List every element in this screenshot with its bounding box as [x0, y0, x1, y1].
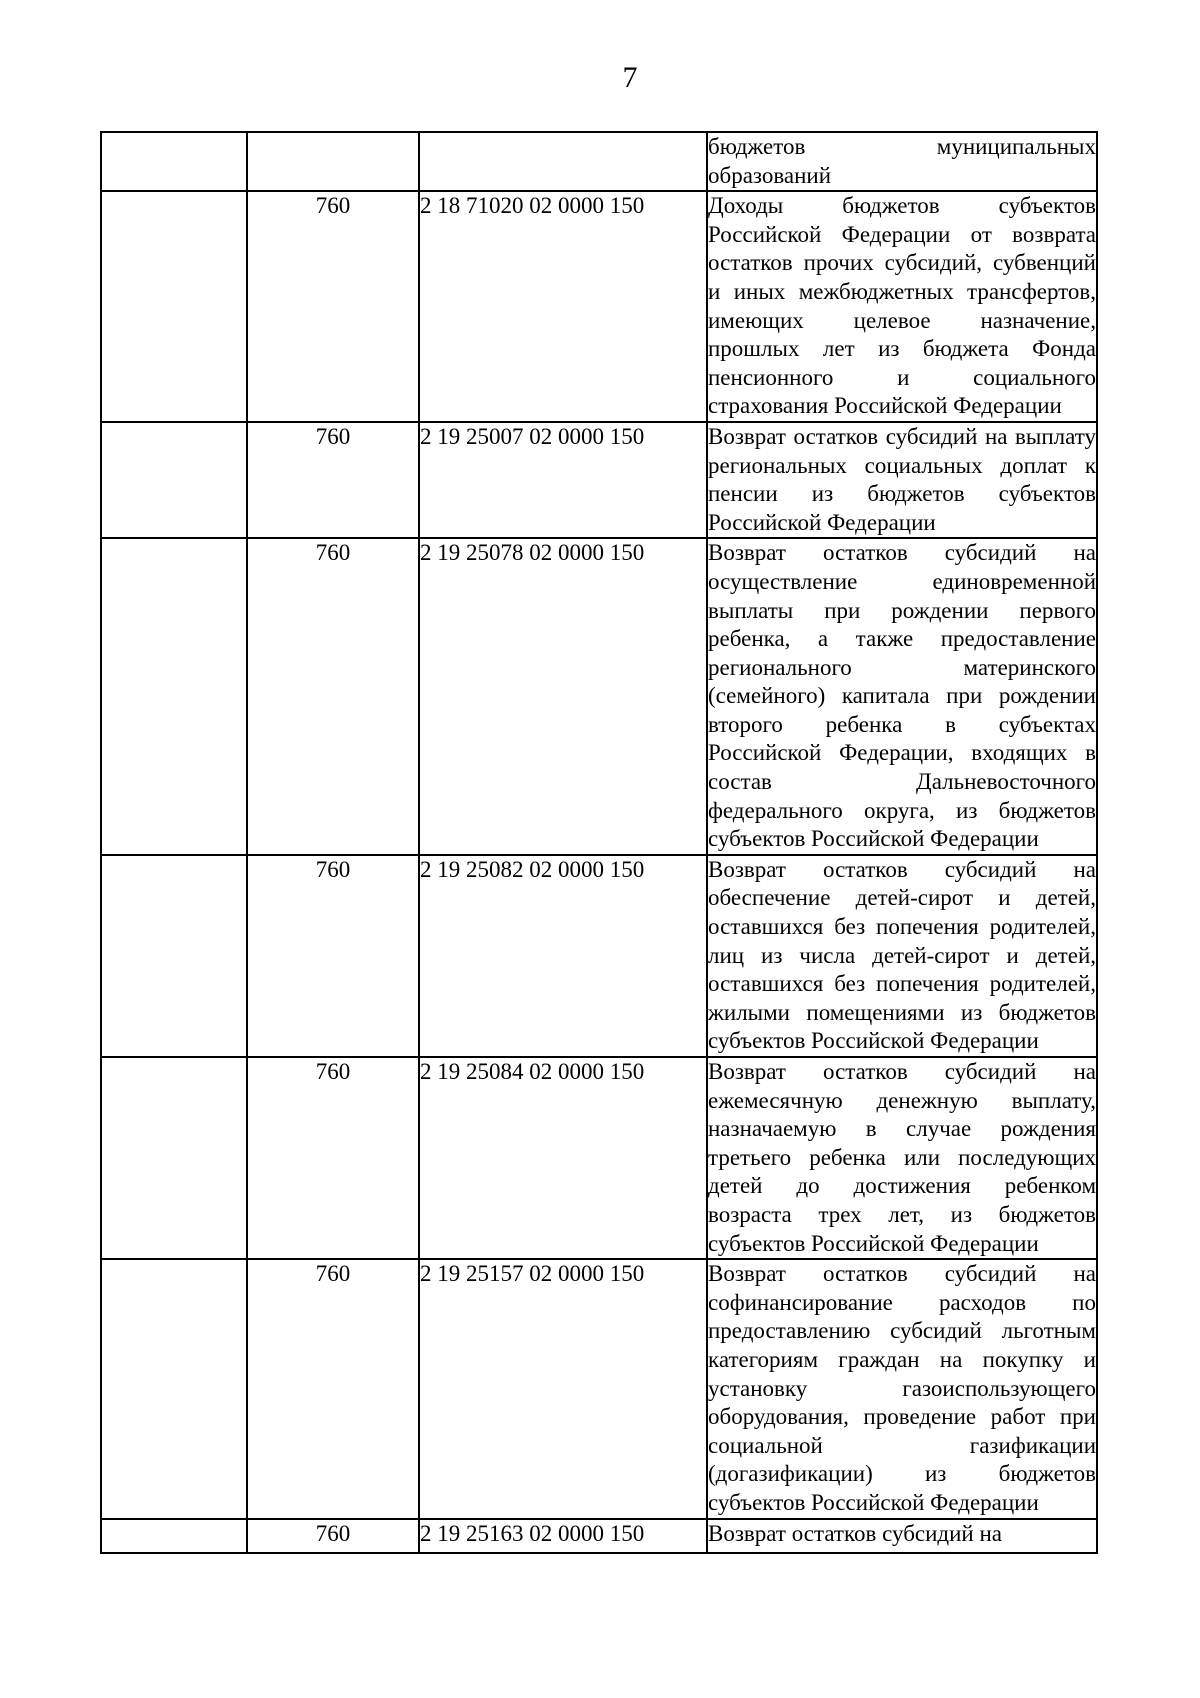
empty-cell: [101, 132, 247, 191]
admin-code: 760: [247, 1259, 419, 1518]
budget-classification-code: 2 18 71020 02 0000 150: [419, 191, 707, 422]
empty-cell: [101, 1519, 247, 1553]
revenue-description: Возврат остатков субсидий на обеспечение детей-сирот и детей, оставшихся без попечения родителей, лиц из числа детей-сирот и детей, оставшихся без попечения родителей, жилыми помещениями из бюджетов субъектов Российской Федерации: [707, 855, 1097, 1057]
budget-classification-code: 2 19 25163 02 0000 150: [419, 1519, 707, 1553]
continuation-description: бюджетов муниципальных образований: [707, 132, 1097, 191]
table-row: [101, 538, 1097, 855]
admin-code: 760: [247, 191, 419, 422]
revenue-description: Возврат остатков субсидий на выплату региональных социальных доплат к пенсии из бюджетов субъектов Российской Федерации: [707, 422, 1097, 538]
empty-cell: [101, 855, 247, 1057]
table-row: [101, 422, 1097, 538]
revenue-description: Возврат остатков субсидий на: [707, 1519, 1097, 1553]
table-row: [101, 855, 1097, 1057]
empty-cell: [247, 132, 419, 191]
table-row: [101, 1519, 1097, 1553]
empty-cell: [101, 422, 247, 538]
admin-code: 760: [247, 1057, 419, 1259]
table-row: [101, 191, 1097, 422]
empty-cell: [101, 1057, 247, 1259]
empty-cell: [101, 1259, 247, 1518]
page-number: 7: [622, 61, 638, 94]
budget-classification-code: 2 19 25007 02 0000 150: [419, 422, 707, 538]
budget-classification-code: 2 19 25157 02 0000 150: [419, 1259, 707, 1518]
table-row: [101, 1259, 1097, 1518]
revenue-description: Возврат остатков субсидий на осуществление единовременной выплаты при рождении первого ребенка, а также предоставление регионального материнского (семейного) капитала при рождении второго ребенка в субъектах Российской Федерации, входящих в состав Дальневосточного федерального округа, из бюджетов субъектов Российской Федерации: [707, 538, 1097, 855]
budget-classification-code: 2 19 25084 02 0000 150: [419, 1057, 707, 1259]
admin-code: 760: [247, 538, 419, 855]
revenue-description: Доходы бюджетов субъектов Российской Федерации от возврата остатков прочих субсидий, субвенций и иных межбюджетных трансфертов, имеющих целевое назначение, прошлых лет из бюджета Фонда пенсионного и социального страхования Российской Федерации: [707, 191, 1097, 422]
table-row: [101, 1057, 1097, 1259]
table-row: [101, 132, 1097, 191]
budget-codes-table: [100, 131, 1098, 1554]
empty-cell: [101, 191, 247, 422]
revenue-description: Возврат остатков субсидий на ежемесячную денежную выплату, назначаемую в случае рождения третьего ребенка или последующих детей до достижения ребенком возраста трех лет, из бюджетов субъектов Российской Федерации: [707, 1057, 1097, 1259]
revenue-description: Возврат остатков субсидий на софинансирование расходов по предоставлению субсидий льготным категориям граждан на покупку и установку газоиспользующего оборудования, проведение работ при социальной газификации (догазификации) из бюджетов субъектов Российской Федерации: [707, 1259, 1097, 1518]
admin-code: 760: [247, 422, 419, 538]
admin-code: 760: [247, 1519, 419, 1553]
admin-code: 760: [247, 855, 419, 1057]
empty-cell: [101, 538, 247, 855]
empty-cell: [419, 132, 707, 191]
budget-classification-code: 2 19 25078 02 0000 150: [419, 538, 707, 855]
budget-classification-code: 2 19 25082 02 0000 150: [419, 855, 707, 1057]
